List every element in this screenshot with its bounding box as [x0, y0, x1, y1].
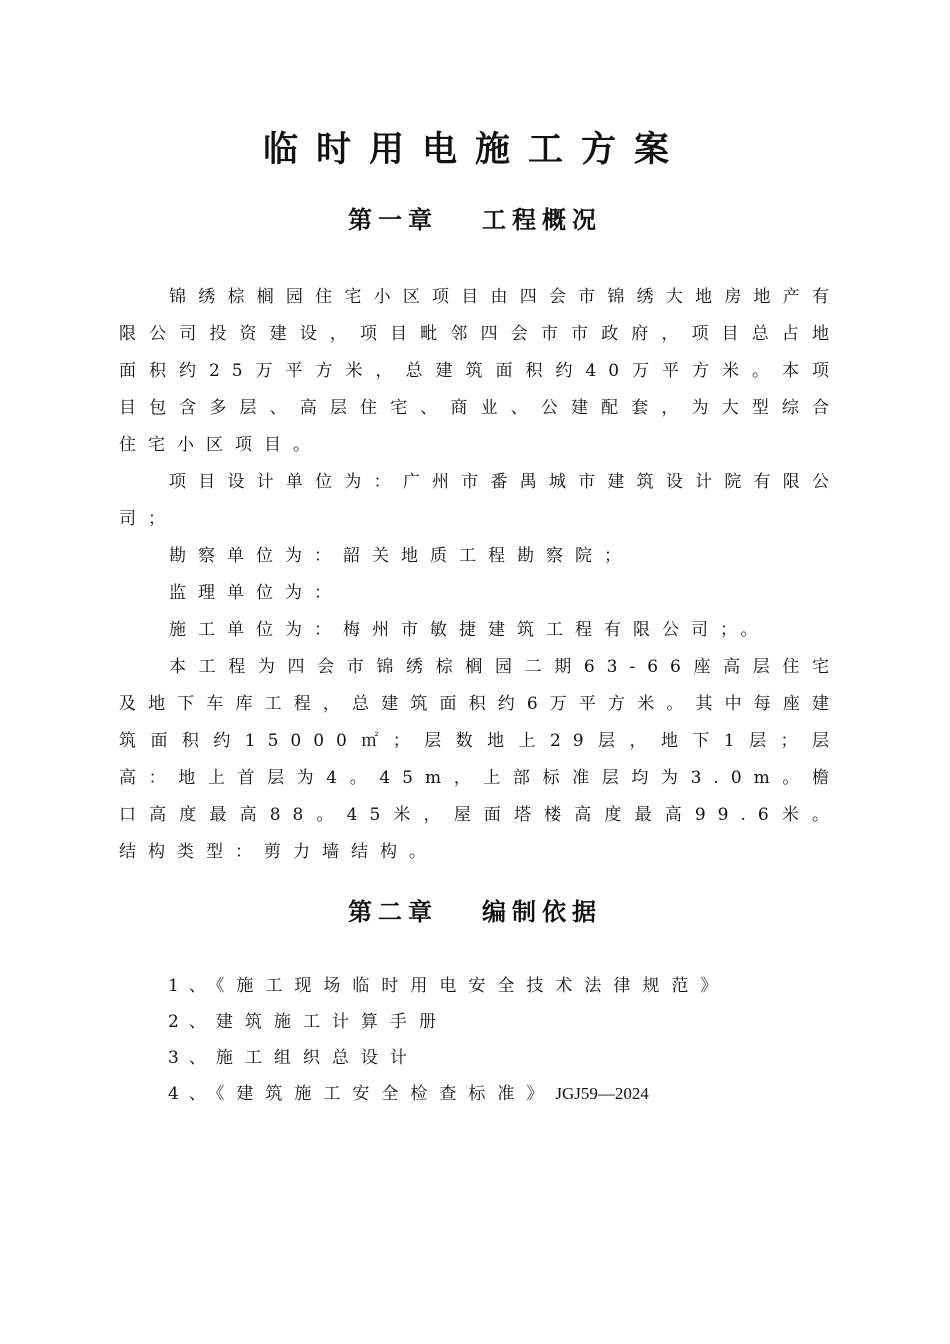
paragraph-building-details: 本工程为四会市锦绣棕榈园二期63-66座高层住宅及地下车库工程，总建筑面积约6万平方米。其中每座建筑面积约15000㎡；层数地上29层，地下1层；层高：地上首层为4。45m，上部标准层均为3.0m。檐口高度最高88。45米，屋面塔楼高度最高99.6米。结构类型：剪力墙结构。	[119, 657, 841, 862]
reference-text: 《建筑施工安全检查标准》	[215, 1084, 556, 1104]
document-title: 临时用电施工方案	[262, 129, 687, 170]
paragraph-construction-unit: 施工单位为：梅州市敏捷建筑工程有限公司；。	[169, 620, 770, 640]
reference-list	[168, 968, 848, 1112]
list-item	[168, 968, 848, 1004]
list-item	[168, 1076, 848, 1112]
reference-text: 施工组织总设计	[215, 1048, 419, 1068]
reference-text: 建筑施工计算手册	[215, 1012, 448, 1032]
reference-number: 4、	[168, 1084, 216, 1104]
reference-number: 1、	[168, 976, 216, 996]
paragraph-project-overview: 锦绣棕榈园住宅小区项目由四会市锦绣大地房地产有限公司投资建设，项目毗邻四会市市政府，项目总占地面积约25万平方米，总建筑面积约40万平方米。本项目包含多层、高层住宅、商业、公建配套，为大型综合住宅小区项目。	[119, 287, 841, 455]
paragraph-supervision-unit: 监理单位为：	[169, 583, 343, 603]
paragraph-survey-unit: 勘察单位为：韶关地质工程勘察院；	[169, 546, 633, 566]
chapter-1-heading	[0, 203, 950, 237]
reference-number: 2、	[168, 1012, 216, 1032]
chapter-2-heading	[0, 895, 950, 929]
reference-number: 3、	[168, 1048, 216, 1068]
reference-text: 《施工现场临时用电安全技术法律规范》	[215, 976, 730, 996]
chapter-1-body	[119, 279, 841, 871]
chapter-2-title: 编制依据	[482, 897, 602, 926]
chapter-1-label: 第一章	[348, 205, 438, 234]
reference-standard-code: JGJ59—2024	[555, 1084, 649, 1103]
chapter-2-label: 第二章	[348, 897, 438, 926]
list-item	[168, 1004, 848, 1040]
list-item	[168, 1040, 848, 1076]
chapter-1-title: 工程概况	[482, 205, 602, 234]
paragraph-design-unit: 项目设计单位为：广州市番禺城市建筑设计院有限公司；	[119, 472, 841, 529]
